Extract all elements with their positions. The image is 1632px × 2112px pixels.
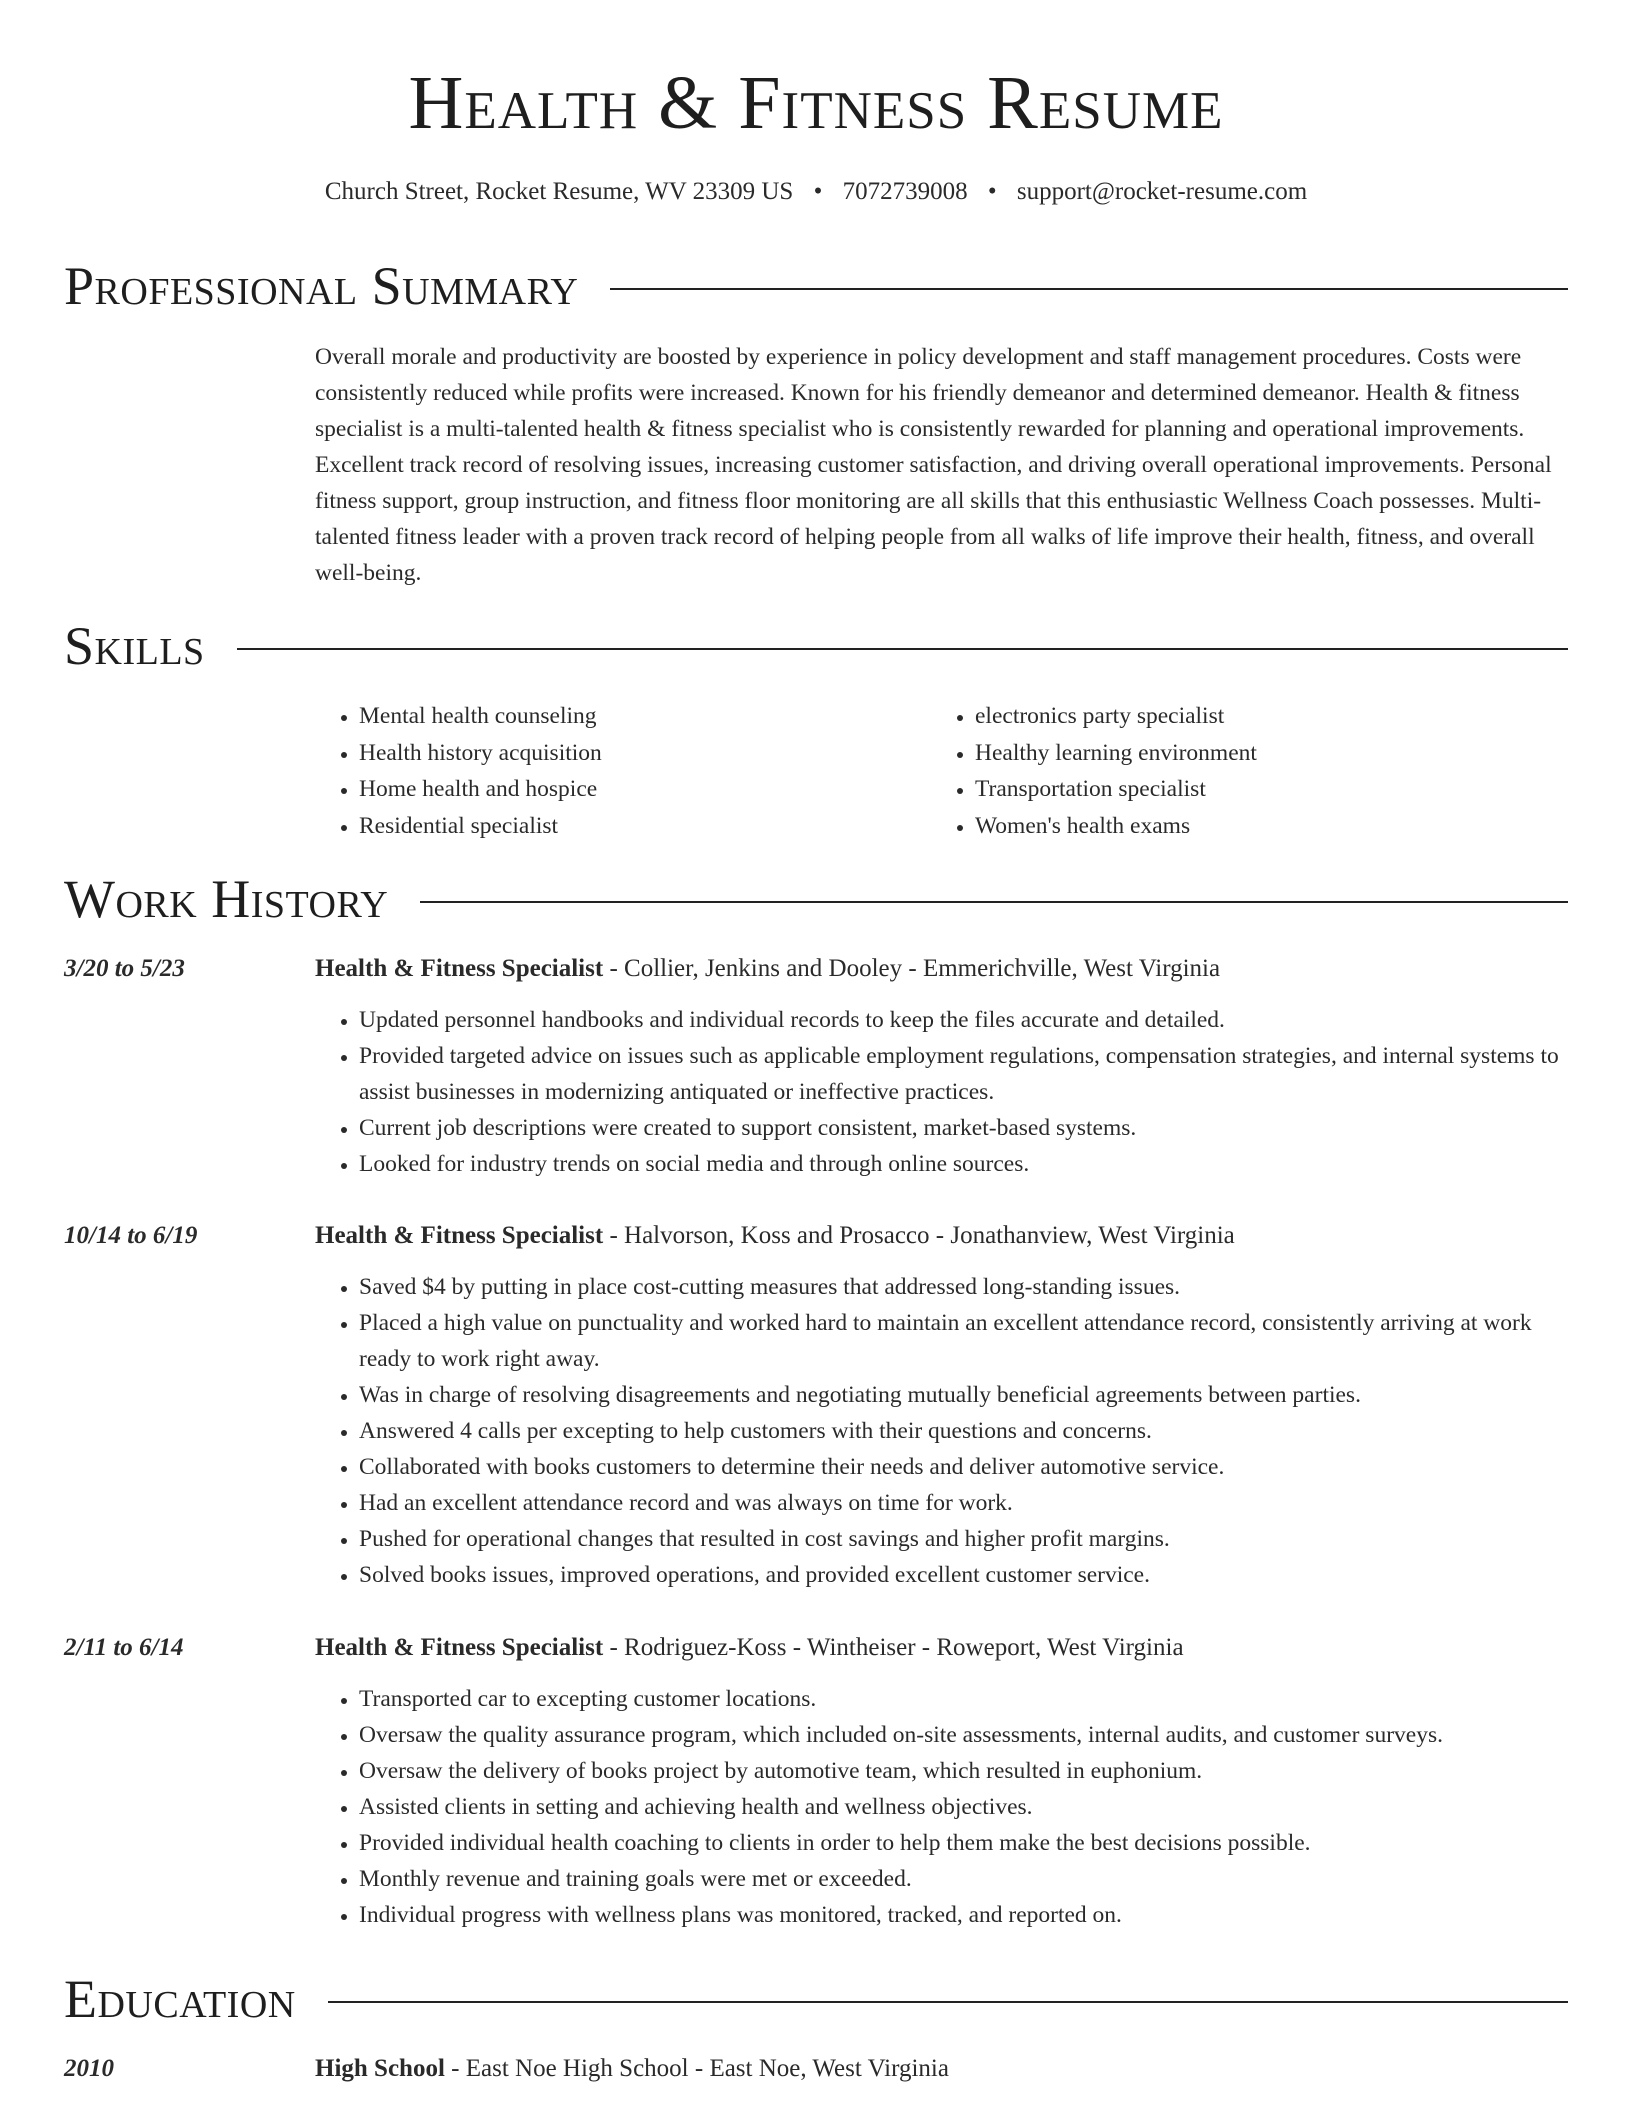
summary-section-header bbox=[64, 254, 1568, 318]
job-entry bbox=[64, 1630, 1570, 1933]
contact-line bbox=[0, 174, 1632, 210]
skills-section-header bbox=[64, 614, 1568, 678]
section-divider bbox=[237, 648, 1568, 650]
job-dates: 3/20 to 5/23 bbox=[64, 955, 185, 982]
job-bullet: • Oversaw the delivery of books project by automotive team, which resulted in euphonium. bbox=[359, 1753, 1570, 1789]
job-dates: 2/11 to 6/14 bbox=[64, 1634, 184, 1661]
job-bullet: • Transported car to excepting customer locations. bbox=[359, 1681, 1570, 1717]
job-bullet: • Monthly revenue and training goals were met or exceeded. bbox=[359, 1861, 1570, 1897]
job-employer: - Collier, Jenkins and Dooley - Emmerichville, West Virginia bbox=[603, 955, 1221, 982]
skills-column-right bbox=[931, 698, 1547, 844]
skill-item: • Mental health counseling bbox=[359, 698, 931, 735]
section-title: Professional Summary bbox=[64, 256, 579, 316]
job-title: Health & Fitness Specialist bbox=[315, 1222, 604, 1249]
education-year: 2010 bbox=[64, 2055, 114, 2082]
job-bullet: • Updated personnel handbooks and individual records to keep the files accurate and detailed. bbox=[359, 1002, 1570, 1038]
job-heading bbox=[315, 951, 1220, 987]
job-entry bbox=[64, 1218, 1570, 1593]
job-dates: 10/14 to 6/19 bbox=[64, 1222, 198, 1249]
job-bullet: • Solved books issues, improved operations, and provided excellent customer service. bbox=[359, 1557, 1570, 1593]
section-divider bbox=[610, 288, 1568, 290]
job-bullets bbox=[315, 1002, 1570, 1182]
skills-column-left bbox=[315, 698, 931, 844]
education-section-header bbox=[64, 1967, 1568, 2031]
skill-item: • Healthy learning environment bbox=[975, 735, 1547, 772]
job-bullet: • Provided targeted advice on issues such as applicable employment regulations, compensation strategies, and internal systems to assist businesses in modernizing antiquated or ineffective practices. bbox=[359, 1038, 1570, 1110]
job-bullet: • Oversaw the quality assurance program, which included on-site assessments, internal audits, and customer surveys. bbox=[359, 1717, 1570, 1753]
skill-item: • Health history acquisition bbox=[359, 735, 931, 772]
job-bullet: • Had an excellent attendance record and was always on time for work. bbox=[359, 1485, 1570, 1521]
section-title: Education bbox=[64, 1969, 296, 2029]
section-divider bbox=[420, 901, 1568, 903]
job-bullets bbox=[315, 1681, 1570, 1933]
skill-item: • Home health and hospice bbox=[359, 771, 931, 808]
job-bullet: • Was in charge of resolving disagreements and negotiating mutually beneficial agreements between parties. bbox=[359, 1377, 1570, 1413]
skills-list bbox=[315, 698, 1570, 844]
education-heading bbox=[315, 2051, 949, 2087]
job-header bbox=[64, 951, 1570, 987]
job-bullet: • Assisted clients in setting and achieving health and wellness objectives. bbox=[359, 1789, 1570, 1825]
job-bullet: • Individual progress with wellness plans was monitored, tracked, and reported on. bbox=[359, 1897, 1570, 1933]
contact-address: Church Street, Rocket Resume, WV 23309 US bbox=[324, 178, 794, 205]
education-header bbox=[64, 2051, 1570, 2087]
education-entry bbox=[64, 2051, 1570, 2087]
job-header bbox=[64, 1630, 1570, 1666]
job-header bbox=[64, 1218, 1570, 1254]
job-bullet: • Answered 4 calls per excepting to help customers with their questions and concerns. bbox=[359, 1413, 1570, 1449]
job-heading bbox=[315, 1630, 1184, 1666]
job-heading bbox=[315, 1218, 1235, 1254]
education-degree: High School bbox=[315, 2055, 445, 2082]
job-entry bbox=[64, 951, 1570, 1182]
work-section-header bbox=[64, 867, 1568, 931]
section-title: Skills bbox=[64, 616, 205, 676]
job-bullet: • Current job descriptions were created to support consistent, market-based systems. bbox=[359, 1110, 1570, 1146]
section-divider bbox=[328, 2001, 1568, 2003]
job-bullet: • Looked for industry trends on social media and through online sources. bbox=[359, 1146, 1570, 1182]
education-school: - East Noe High School - East Noe, West Virginia bbox=[444, 2055, 949, 2082]
section-title: Work History bbox=[64, 869, 389, 929]
job-employer: - Rodriguez-Koss - Wintheiser - Roweport, West Virginia bbox=[603, 1634, 1184, 1661]
job-bullet: • Placed a high value on punctuality and worked hard to maintain an excellent attendance record, consistently arriving at work ready to work right away. bbox=[359, 1305, 1570, 1377]
contact-separator: • bbox=[813, 178, 823, 205]
job-title: Health & Fitness Specialist bbox=[315, 955, 604, 982]
contact-email: support@rocket-resume.com bbox=[1016, 178, 1308, 205]
contact-phone: 7072739008 bbox=[842, 178, 968, 205]
contact-separator: • bbox=[987, 178, 997, 205]
job-employer: - Halvorson, Koss and Prosacco - Jonathanview, West Virginia bbox=[603, 1222, 1235, 1249]
job-bullet: • Pushed for operational changes that resulted in cost savings and higher profit margins. bbox=[359, 1521, 1570, 1557]
summary-text: Overall morale and productivity are boosted by experience in policy development and staff management procedures. Costs were consistently reduced while profits were increased. Known for his friendly demeanor and determined demeanor. Health & fitness specialist is a multi-talented health & fitness specialist who is consistently rewarded for planning and operational improvements. Excellent track record of resolving issues, increasing customer satisfaction, and driving overall operational improvements. Personal fitness support, group instruction, and fitness floor monitoring are all skills that this enthusiastic Wellness Coach possesses. Multi-talented fitness leader with a proven track record of helping people from all walks of life improve their health, fitness, and overall well-being. bbox=[315, 344, 1552, 586]
job-bullet: • Saved $4 by putting in place cost-cutting measures that addressed long-standing issues. bbox=[359, 1269, 1570, 1305]
skill-item: • electronics party specialist bbox=[975, 698, 1547, 735]
skill-item: • Residential specialist bbox=[359, 808, 931, 845]
skill-item: • Women's health exams bbox=[975, 808, 1547, 845]
job-bullet: • Provided individual health coaching to clients in order to help them make the best decisions possible. bbox=[359, 1825, 1570, 1861]
job-bullet: • Collaborated with books customers to determine their needs and deliver automotive service. bbox=[359, 1449, 1570, 1485]
resume-title: Health & Fitness Resume bbox=[408, 61, 1224, 145]
job-bullets bbox=[315, 1269, 1570, 1593]
skill-item: • Transportation specialist bbox=[975, 771, 1547, 808]
job-title: Health & Fitness Specialist bbox=[315, 1634, 604, 1661]
